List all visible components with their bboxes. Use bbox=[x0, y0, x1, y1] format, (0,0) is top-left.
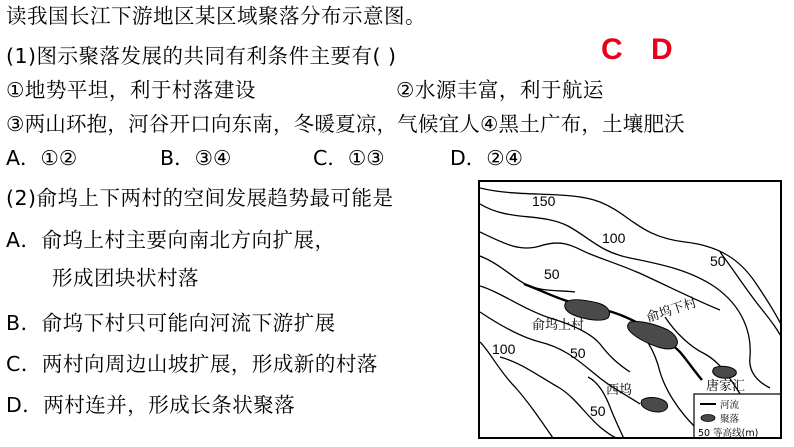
settlement-shape bbox=[641, 398, 667, 412]
contour-label: 100 bbox=[602, 230, 626, 246]
q1-option-b: B．③④ bbox=[160, 146, 232, 170]
map-legend bbox=[694, 394, 782, 439]
contour-label: 50 bbox=[590, 403, 606, 419]
map-svg bbox=[480, 182, 782, 439]
answer-c: C bbox=[601, 33, 623, 66]
q2-stem: (2)俞坞上下两村的空间发展趋势最可能是 bbox=[6, 186, 394, 210]
contour-line bbox=[500, 357, 633, 439]
q1-option-a: A．①② bbox=[6, 146, 78, 170]
settlement-shape bbox=[713, 366, 737, 378]
q1-stem: (1)图示聚落发展的共同有利条件主要有( ) bbox=[6, 44, 397, 68]
answer-d: D bbox=[651, 33, 673, 66]
q2-option-d: D．两村连并，形成长条状聚落 bbox=[6, 393, 296, 417]
village-label-yuwu-upper: 俞坞上村 bbox=[532, 318, 585, 333]
q1-choice-2: ②水源丰富，利于航运 bbox=[396, 78, 604, 102]
contour-label: 50 bbox=[570, 345, 586, 361]
legend-settlement-label: 聚落 bbox=[720, 414, 740, 425]
settlement-shape bbox=[628, 321, 678, 348]
q2-option-c: C．两村向周边山坡扩展，形成新的村落 bbox=[6, 352, 378, 376]
q2-option-b: B．俞坞下村只可能向河流下游扩展 bbox=[6, 311, 336, 335]
contour-label: 150 bbox=[532, 193, 556, 209]
legend-river-label: 河流 bbox=[720, 400, 740, 411]
contour-line bbox=[720, 252, 782, 342]
q1-choice-1: ①地势平坦，利于村落建设 bbox=[6, 78, 256, 102]
q1-option-c: C．①③ bbox=[313, 146, 385, 170]
village-label-tangjiahui: 唐家汇 bbox=[706, 379, 746, 394]
q1-choice-3-4: ③两山环抱，河谷开口向东南，冬暖夏凉，气候宜人④黑土广布，土壤肥沃 bbox=[6, 112, 685, 136]
contour-label: 50 bbox=[710, 253, 726, 269]
contour-label: 100 bbox=[492, 341, 516, 357]
village-label-yuwu-lower: 俞坞下村 bbox=[644, 295, 699, 326]
contour-label: 50 bbox=[544, 266, 560, 282]
village-label-xiwu: 西坞 bbox=[606, 383, 633, 398]
legend-settlement-symbol bbox=[701, 415, 715, 422]
intro-text: 读我国长江下游地区某区域聚落分布示意图。 bbox=[6, 4, 426, 28]
q2-option-a-line2: 形成团块状村落 bbox=[52, 266, 199, 290]
q1-option-d: D．②④ bbox=[450, 146, 524, 170]
legend-contour-label: 50 等高线(m) bbox=[698, 428, 759, 439]
q2-option-a-line1: A．俞坞上村主要向南北方向扩展， bbox=[6, 228, 336, 252]
settlement-map bbox=[478, 180, 782, 439]
